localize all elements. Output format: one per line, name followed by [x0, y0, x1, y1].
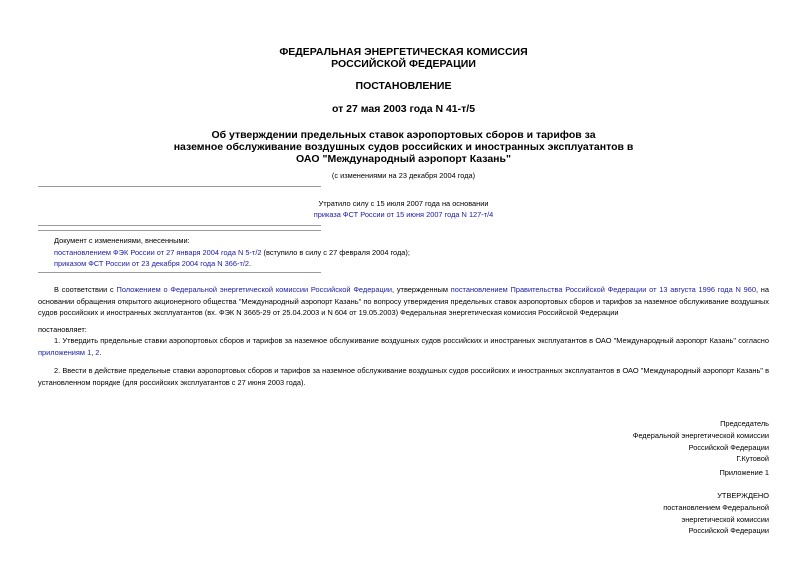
change-link-1[interactable]: постановлением ФЭК России от 27 января 2004 года N 5-т/2	[54, 247, 262, 257]
divider	[38, 230, 321, 231]
document-type: ПОСТАНОВЛЕНИЕ	[355, 80, 452, 92]
approval-line-3: Российской Федерации	[688, 526, 769, 536]
changes-intro: Документ с изменениями, внесенными:	[54, 236, 190, 245]
document-title	[0, 129, 807, 165]
signature-line-3: Российской Федерации	[688, 442, 769, 452]
preamble-text-2: , утвержденным	[392, 285, 451, 294]
item-1-separator: ,	[91, 347, 96, 357]
expiry-link[interactable]: приказа ФСТ России от 15 июня 2007 года N 127-т/4	[313, 210, 494, 219]
resolves-label: постановляет:	[38, 325, 87, 334]
document-date: от 27 мая 2003 года N 41-т/5	[331, 103, 476, 115]
item-1-text: 1. Утвердить предельные ставки аэропортовых сборов и тарифов за наземное обслуживание воздушных судов российских и иностранных эксплуатантов в ОАО "Международный аэропорт Казань" согласно	[54, 336, 769, 345]
approval-block	[663, 490, 769, 537]
approval-line-1: постановлением Федеральной	[663, 502, 769, 512]
title-line-2: наземное обслуживание воздушных судов российских и иностранных эксплуатантов в	[173, 141, 634, 153]
org-line-1: ФЕДЕРАЛЬНАЯ ЭНЕРГЕТИЧЕСКАЯ КОМИССИЯ	[279, 46, 528, 58]
change-tail-2: .	[249, 259, 252, 269]
title-line-3: ОАО "Международный аэропорт Казань"	[296, 153, 511, 165]
amendments-note: (с изменениями на 23 декабря 2004 года)	[331, 171, 476, 180]
item-1-end: .	[99, 347, 102, 357]
signature-line-2: Федеральной энергетической комиссии	[632, 430, 769, 440]
appendix-1-link[interactable]: приложениям 1	[38, 347, 92, 357]
changes-block	[54, 235, 764, 270]
title-line-1: Об утверждении предельных ставок аэропортовых сборов и тарифов за	[211, 129, 596, 141]
preamble-text-1: В соответствии с	[54, 285, 117, 294]
preamble-text-3: , на основании обращения открытого акционерного общества "Международный аэропорт Казань" по вопросу утверждения предельных ставок аэропортовых сборов и тарифов за наземное обслуживание воздушных судов российских и иностранных эксплуатантов (вх. ФЭК N 3665-29 от 25.04.2003 и N 604 от 19.05.2003) Федеральная энергетическая комиссия Российской Федерации	[38, 285, 769, 318]
divider	[38, 186, 321, 187]
changes-item	[54, 258, 764, 270]
divider	[38, 225, 321, 226]
expiry-note	[0, 198, 807, 220]
government-decree-link[interactable]: постановлением Правительства Российской Федерации от 13 августа 1996 года N 960	[450, 285, 756, 294]
resolution-item-1	[38, 335, 769, 358]
regulation-link[interactable]: Положением о Федеральной энергетической комиссии Российской Федерации	[116, 285, 393, 294]
organization-name	[0, 46, 807, 70]
preamble-paragraph	[38, 284, 769, 319]
resolution-item-2: 2. Ввести в действие предельные ставки аэропортовых сборов и тарифов за наземное обслуживание воздушных судов российских и иностранных эксплуатантов в ОАО "Международный аэропорт Казань" в установленном порядке (для российских эксплуатантов с 27 июня 2003 года).	[38, 366, 769, 387]
change-tail-1: (вступило в силу с 27 февраля 2004 года);	[261, 247, 410, 257]
changes-item	[54, 247, 764, 259]
appendix-2-link[interactable]: 2	[95, 347, 100, 357]
signature-line-4: Г.Кутовой	[736, 454, 769, 464]
org-line-2: РОССИЙСКОЙ ФЕДЕРАЦИИ	[331, 58, 476, 70]
signature-block	[633, 418, 769, 465]
divider	[38, 272, 321, 273]
approved-label: УТВЕРЖДЕНО	[717, 491, 769, 500]
approval-line-2: энергетической комиссии	[681, 514, 769, 524]
change-link-2[interactable]: приказом ФСТ России от 23 декабря 2004 года N 366-т/2	[54, 259, 249, 269]
signature-line-1: Председатель	[720, 419, 769, 428]
expiry-text: Утратило силу с 15 июля 2007 года на основании	[318, 199, 489, 208]
appendix-label: Приложение 1	[719, 468, 769, 477]
